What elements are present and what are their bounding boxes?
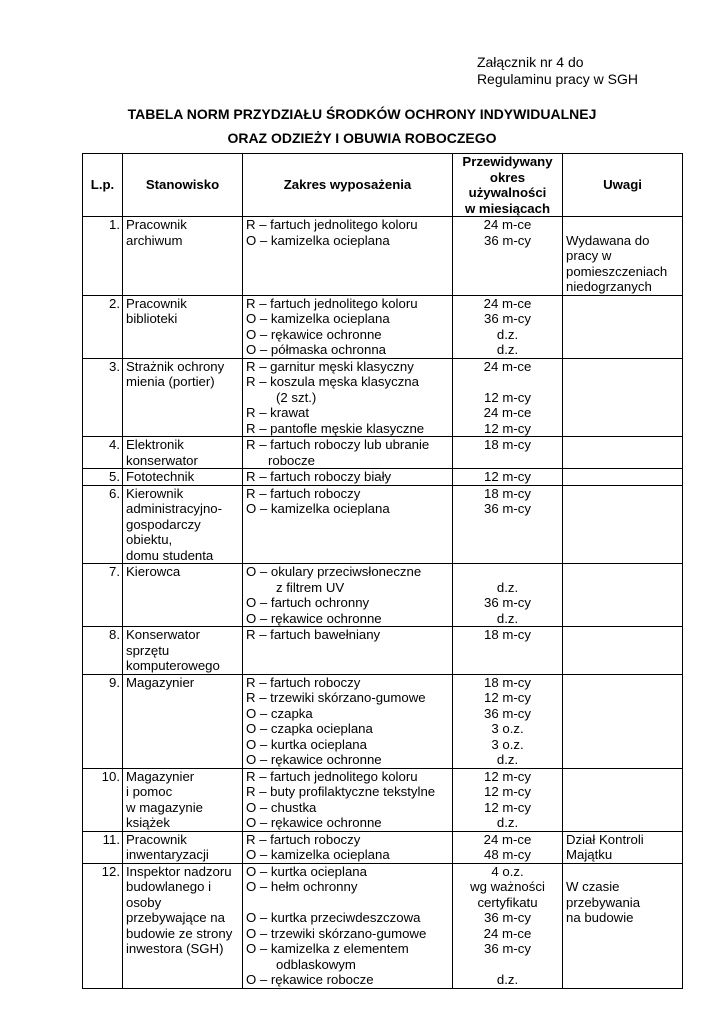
cell-lp: 10.	[83, 768, 123, 831]
cell-lp: 5.	[83, 469, 123, 486]
cell-notes-line: W czasie	[566, 879, 620, 894]
cell-equipment-line: z filtrem UV	[276, 579, 345, 595]
header-lp: L.p.	[83, 154, 123, 217]
cell-position-line: Kierownik	[126, 485, 184, 501]
table-row	[83, 485, 683, 564]
table-row	[83, 564, 683, 627]
table-row	[83, 674, 683, 768]
cell-period	[453, 437, 563, 469]
cell-notes	[563, 674, 683, 768]
cell-position-line: Pracownik	[126, 217, 187, 232]
cell-equipment-line: R – krawat	[246, 405, 310, 420]
cell-notes	[563, 295, 683, 358]
cell-equipment-line: robocze	[268, 452, 315, 468]
cell-equipment-line: O – trzewiki skórzano-gumowe	[246, 925, 427, 941]
cell-equipment-line: O – rękawice ochronne	[246, 610, 382, 626]
cell-period-line: certyfikatu	[477, 894, 538, 910]
cell-period-line: 24 m-ce	[483, 217, 532, 232]
document-title-line-1: TABELA NORM PRZYDZIAŁU ŚRODKÓW OCHRONY INDYWIDUALNEJ	[127, 106, 597, 122]
cell-period-line: 12 m-cy	[484, 799, 531, 815]
header-notes: Uwagi	[563, 154, 683, 217]
cell-equipment-line: R – fartuch roboczy	[246, 674, 361, 690]
cell-period-line: 36 m-cy	[484, 910, 531, 925]
cell-lp: 1.	[83, 217, 123, 296]
cell-position-line: biblioteki	[126, 311, 178, 326]
header-period-line: Przewidywany	[462, 154, 553, 169]
annex-line-2: Regulaminu pracy w SGH	[476, 71, 638, 87]
cell-position-line: Strażnik ochrony	[126, 358, 225, 374]
cell-period-line: 24 m-ce	[483, 405, 532, 420]
cell-notes	[563, 217, 683, 296]
cell-equipment-line: O – półmaska ochronna	[246, 342, 387, 357]
cell-equipment-line: O – kamizelka ocieplana	[246, 232, 390, 248]
cell-period-line: 36 m-cy	[484, 232, 531, 248]
cell-equipment-line: O – fartuch ochronny	[246, 595, 370, 610]
cell-period-line: 24 m-ce	[483, 358, 532, 374]
cell-period-line: d.z.	[496, 752, 519, 767]
cell-position-line: Pracownik	[126, 831, 187, 847]
cell-position	[123, 863, 243, 988]
cell-equipment	[243, 768, 453, 831]
cell-position-line: Konserwator	[126, 627, 201, 642]
cell-period-line: 18 m-cy	[484, 627, 531, 642]
cell-position-line: w magazynie	[126, 799, 203, 815]
cell-equipment-line: R – buty profilaktyczne tekstylne	[246, 784, 436, 799]
cell-equipment-line: O – kurtka ocieplana	[246, 863, 367, 879]
cell-period	[453, 674, 563, 768]
cell-period-line: 4 o.z.	[491, 863, 524, 879]
cell-equipment-line: O – kamizelka z elementem	[246, 941, 409, 956]
cell-equipment-line: R – fartuch roboczy	[246, 831, 361, 847]
cell-period-line: 18 m-cy	[484, 485, 531, 501]
cell-period-line: 12 m-cy	[484, 420, 531, 436]
cell-notes-line: Majątku	[566, 847, 613, 862]
cell-period	[453, 564, 563, 627]
cell-period-line: 48 m-cy	[484, 847, 531, 862]
table-row	[83, 217, 683, 296]
cell-lp: 8.	[83, 627, 123, 675]
cell-equipment-line: O – chustka	[246, 799, 317, 815]
cell-equipment-line: (2 szt.)	[276, 389, 317, 405]
cell-notes-line	[566, 217, 679, 233]
cell-position-line: komputerowego	[126, 658, 220, 673]
cell-notes	[563, 358, 683, 437]
cell-period-line: 36 m-cy	[484, 705, 531, 721]
cell-period	[453, 863, 563, 988]
cell-period-line: wg ważności	[470, 879, 545, 894]
cell-equipment-line: R – koszula męska klasyczna	[246, 374, 419, 389]
cell-notes	[563, 564, 683, 627]
cell-period-line: d.z.	[496, 579, 519, 595]
cell-position-line: Magazynier	[126, 768, 195, 784]
table-row	[83, 768, 683, 831]
cell-position-line: Fototechnik	[126, 469, 195, 484]
cell-equipment-line: R – garnitur męski klasyczny	[246, 358, 414, 374]
cell-period-line: 24 m-ce	[483, 295, 532, 311]
table-row	[83, 627, 683, 675]
norms-table	[82, 153, 683, 989]
cell-lp: 6.	[83, 485, 123, 564]
cell-notes	[563, 485, 683, 564]
cell-period-line	[456, 374, 559, 390]
cell-position-line: Inspektor nadzoru	[126, 863, 232, 879]
header-period	[453, 154, 563, 217]
cell-equipment-line: O – kamizelka ocieplana	[246, 501, 390, 516]
cell-period	[453, 627, 563, 675]
cell-position-line: i pomoc	[126, 784, 173, 799]
cell-notes-line: pracy w	[566, 248, 612, 263]
table-row	[83, 831, 683, 863]
cell-notes	[563, 768, 683, 831]
cell-equipment	[243, 831, 453, 863]
cell-period-line: 18 m-cy	[484, 674, 531, 690]
cell-period-line: 36 m-cy	[484, 311, 531, 326]
cell-equipment-line: R – fartuch roboczy lub ubranie	[246, 437, 430, 452]
cell-position-line: domu studenta	[126, 547, 214, 563]
table-row	[83, 437, 683, 469]
cell-equipment	[243, 674, 453, 768]
cell-period-line	[456, 957, 559, 973]
cell-period	[453, 217, 563, 296]
cell-period	[453, 469, 563, 486]
cell-equipment-line: O – rękawice robocze	[246, 972, 374, 987]
cell-period-line: 24 m-ce	[483, 925, 532, 941]
cell-position-line: budowlanego i	[126, 879, 212, 894]
cell-equipment-line: R – pantofle męskie klasyczne	[246, 420, 425, 436]
cell-equipment	[243, 627, 453, 675]
cell-position-line: książek	[126, 815, 170, 830]
cell-equipment-line: O – kamizelka ocieplana	[246, 847, 390, 862]
cell-equipment-line: R – fartuch roboczy biały	[246, 469, 392, 484]
cell-position	[123, 437, 243, 469]
cell-notes-line	[566, 864, 679, 880]
cell-period	[453, 768, 563, 831]
cell-period-line	[456, 564, 559, 580]
table-row	[83, 358, 683, 437]
cell-equipment-line: R – fartuch jednolitego koloru	[246, 217, 418, 232]
table-row	[83, 469, 683, 486]
cell-equipment-line: R – fartuch bawełniany	[246, 627, 381, 642]
cell-period-line: d.z.	[496, 326, 519, 342]
table-body	[83, 217, 683, 989]
cell-period	[453, 295, 563, 358]
cell-position	[123, 768, 243, 831]
cell-equipment	[243, 437, 453, 469]
cell-notes-line: przebywania	[566, 894, 641, 910]
cell-position-line: inwentaryzacji	[126, 847, 209, 862]
cell-lp: 3.	[83, 358, 123, 437]
cell-equipment-line: O – hełm ochronny	[246, 879, 358, 894]
cell-period-line: d.z.	[496, 342, 519, 357]
cell-position-line: mienia (portier)	[126, 374, 215, 389]
cell-equipment-line: O – kurtka przeciwdeszczowa	[246, 910, 421, 925]
cell-position-line: administracyjno-	[126, 501, 223, 516]
cell-equipment-line: O – rękawice ochronne	[246, 752, 382, 767]
cell-position	[123, 564, 243, 627]
cell-equipment-line	[246, 895, 449, 911]
cell-equipment-line: odblaskowym	[276, 956, 356, 972]
annex-line-1: Załącznik nr 4 do	[476, 54, 584, 70]
cell-position-line: Pracownik	[126, 295, 187, 311]
cell-period-line: 3 o.z.	[491, 736, 524, 752]
cell-equipment	[243, 295, 453, 358]
header-period-line: okres	[489, 169, 526, 185]
document-title-line-2: ORAZ ODZIEŻY I OBUWIA ROBOCZEGO	[227, 130, 497, 146]
cell-lp: 2.	[83, 295, 123, 358]
cell-period-line: 12 m-cy	[484, 469, 531, 484]
cell-lp: 9.	[83, 674, 123, 768]
cell-position	[123, 295, 243, 358]
cell-position-line: inwestora (SGH)	[126, 941, 224, 956]
cell-position-line: archiwum	[126, 232, 183, 248]
cell-notes	[563, 831, 683, 863]
cell-equipment	[243, 863, 453, 988]
cell-period-line: d.z.	[496, 972, 519, 987]
cell-period-line: 3 o.z.	[491, 721, 524, 736]
cell-equipment-line: O – rękawice ochronne	[246, 326, 382, 342]
cell-position-line: obiektu,	[126, 532, 173, 547]
cell-notes-line: pomieszczeniach	[566, 263, 668, 279]
header-equipment: Zakres wyposażenia	[243, 154, 453, 217]
cell-period-line: 36 m-cy	[484, 595, 531, 610]
cell-notes-line: niedogrzanych	[566, 279, 652, 294]
table-row	[83, 863, 683, 988]
cell-position	[123, 627, 243, 675]
header-period-line: w miesiącach	[464, 200, 551, 216]
cell-equipment-line: R – fartuch jednolitego koloru	[246, 768, 418, 784]
cell-equipment-line: O – rękawice ochronne	[246, 815, 382, 830]
cell-lp: 11.	[83, 831, 123, 863]
cell-period-line: d.z.	[496, 815, 519, 830]
cell-period	[453, 358, 563, 437]
cell-period-line: 24 m-ce	[483, 831, 532, 847]
table-row	[83, 295, 683, 358]
cell-position-line: przebywające na	[126, 910, 225, 925]
cell-position-line: sprzętu	[126, 642, 170, 658]
cell-position	[123, 831, 243, 863]
cell-period-line: d.z.	[496, 610, 519, 626]
cell-position-line: budowie ze strony	[126, 925, 233, 941]
cell-position-line: Kierowca	[126, 564, 181, 579]
cell-notes-line: Dział Kontroli	[566, 831, 644, 847]
annex-note	[477, 54, 638, 88]
cell-notes	[563, 469, 683, 486]
cell-position-line: osoby	[126, 894, 162, 910]
cell-position-line: Magazynier	[126, 674, 195, 690]
cell-equipment	[243, 469, 453, 486]
cell-position-line: konserwator	[126, 452, 198, 468]
cell-period	[453, 831, 563, 863]
cell-lp: 4.	[83, 437, 123, 469]
cell-period-line: 12 m-cy	[484, 784, 531, 799]
cell-notes-line: Wydawana do	[566, 232, 650, 248]
cell-period-line: 36 m-cy	[484, 941, 531, 956]
cell-period-line: 12 m-cy	[484, 768, 531, 784]
cell-period	[453, 485, 563, 564]
cell-equipment	[243, 217, 453, 296]
cell-equipment-line: O – okulary przeciwsłoneczne	[246, 564, 422, 579]
cell-notes	[563, 627, 683, 675]
cell-position	[123, 674, 243, 768]
cell-position	[123, 485, 243, 564]
cell-notes-line: na budowie	[566, 910, 634, 925]
cell-position	[123, 217, 243, 296]
cell-position	[123, 358, 243, 437]
cell-equipment-line: O – kurtka ocieplana	[246, 736, 367, 752]
header-period-line: używalności	[468, 185, 547, 200]
cell-position-line: Elektronik	[126, 437, 184, 452]
cell-equipment-line: O – czapka ocieplana	[246, 721, 373, 736]
cell-lp: 7.	[83, 564, 123, 627]
cell-equipment-line: R – trzewiki skórzano-gumowe	[246, 690, 426, 705]
cell-equipment-line: O – czapka	[246, 705, 313, 721]
cell-period-line: 12 m-cy	[484, 690, 531, 705]
table-header-row	[83, 154, 683, 217]
cell-notes	[563, 437, 683, 469]
cell-equipment	[243, 358, 453, 437]
cell-period-line: 12 m-cy	[484, 389, 531, 405]
cell-period-line: 36 m-cy	[484, 501, 531, 516]
cell-position-line: gospodarczy	[126, 516, 201, 532]
cell-equipment	[243, 564, 453, 627]
cell-position	[123, 469, 243, 486]
cell-equipment	[243, 485, 453, 564]
cell-period-line: 18 m-cy	[484, 437, 531, 452]
cell-lp: 12.	[83, 863, 123, 988]
cell-notes	[563, 863, 683, 988]
cell-equipment-line: O – kamizelka ocieplana	[246, 311, 390, 326]
cell-equipment-line: R – fartuch jednolitego koloru	[246, 295, 418, 311]
header-position: Stanowisko	[123, 154, 243, 217]
cell-equipment-line: R – fartuch roboczy	[246, 485, 361, 501]
